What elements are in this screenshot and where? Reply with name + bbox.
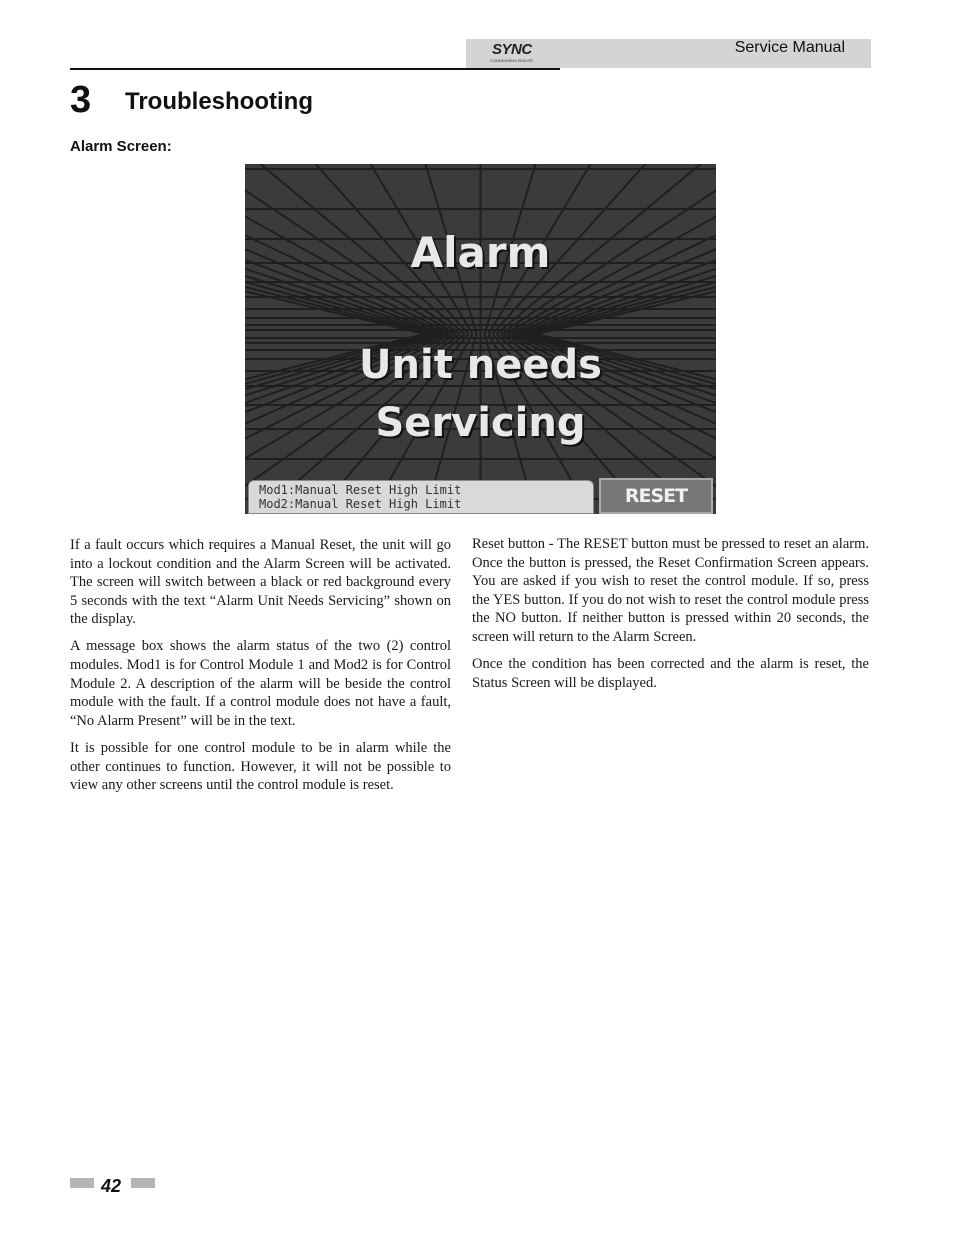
- sync-logo: [480, 41, 542, 65]
- screen-message-line-1: Unit needs: [359, 342, 602, 388]
- paragraph: Once the condition has been corrected and the alarm is reset, the Status Screen will be displayed.: [472, 656, 869, 691]
- paragraph: A message box shows the alarm status of the two (2) control modules. Mod1 is for Control Module 1 and Mod2 is for Control Module 2. A description of the alarm will be beside the control module with the fault. If a control module does not have a fault, “No Alarm Present” will be in the text.: [70, 638, 451, 729]
- chapter-number: 3: [70, 79, 92, 121]
- logo-text: SYNC: [492, 41, 532, 58]
- paragraph: It is possible for one control module to be in alarm while the other continues to function. However, it will not be possible to view any other screens until the control module is reset.: [70, 739, 451, 794]
- page-number: 42: [101, 1176, 122, 1196]
- screen-message-line-2: Servicing: [375, 400, 586, 446]
- reset-button[interactable]: RESET: [599, 478, 713, 514]
- screen-alarm-title: Alarm: [410, 228, 551, 277]
- alarm-screen-image: [245, 164, 716, 514]
- section-subheading: Alarm Screen:: [70, 138, 172, 155]
- mod1-status: Mod1:Manual Reset High Limit: [259, 483, 462, 497]
- manual-title: Service Manual: [734, 39, 845, 56]
- perspective-grid: [245, 164, 716, 514]
- alarm-message-box: [248, 480, 594, 514]
- paragraph: If a fault occurs which requires a Manual Reset, the unit will go into a lockout condition and the Alarm Screen will be activated. The screen will switch between a black or red background every 5 seconds with the text “Alarm Unit Needs Servicing” shown on the display.: [70, 537, 451, 628]
- mod2-status: Mod2:Manual Reset High Limit: [259, 497, 462, 511]
- chapter-title: Troubleshooting: [125, 88, 313, 115]
- header-rule: [70, 68, 560, 70]
- paragraph: Reset button - The RESET button must be pressed to reset an alarm. Once the button is pressed, the Reset Confirmation Screen appears. You are asked if you wish to reset the control module. If so, press the YES button. If you do not wish to reset the control module press the NO button. If neither button is pressed within 20 seconds, the screen will return to the Alarm Screen.: [472, 536, 869, 645]
- footer-bar-left: [70, 1178, 94, 1188]
- right-column: [472, 535, 869, 701]
- footer-bar-right: [131, 1178, 155, 1188]
- left-column: [70, 536, 451, 803]
- header-bar: [466, 39, 871, 68]
- logo-subtext: CONDENSING BOILER: [490, 58, 533, 63]
